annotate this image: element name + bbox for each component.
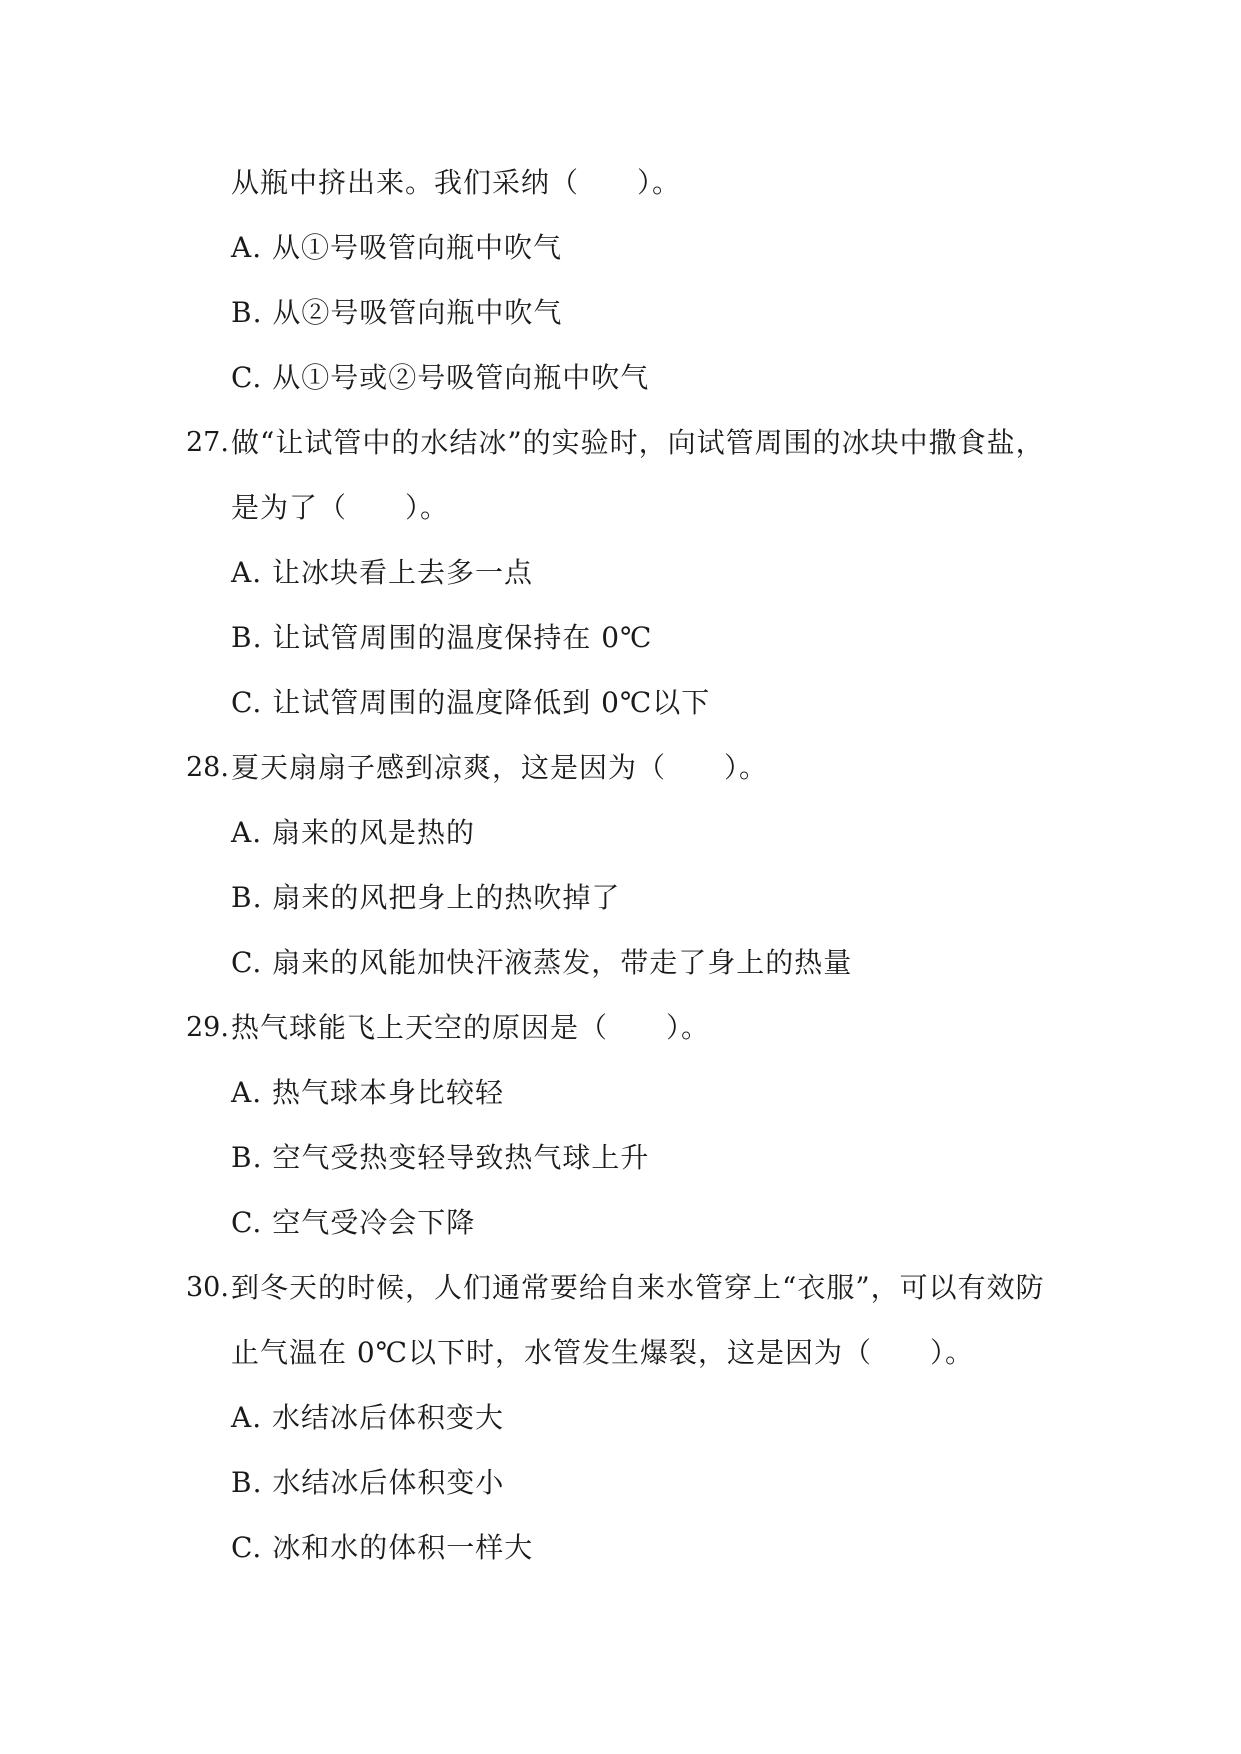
- q26-option-a: A. 从①号吸管向瓶中吹气: [231, 231, 563, 264]
- q26-stem-continuation: 从瓶中挤出来。我们采纳（ ）。: [231, 166, 682, 199]
- q28-number: 28.: [186, 752, 229, 783]
- q26-option-c: C. 从①号或②号吸管向瓶中吹气: [231, 361, 650, 394]
- q30-option-b: B. 水结冰后体积变小: [231, 1466, 505, 1499]
- q27-stem-line1: 做“让试管中的水结冰”的实验时，向试管周围的冰块中撒食盐，: [231, 426, 1045, 459]
- q30-stem-line1: 到冬天的时候，人们通常要给自来水管穿上“衣服”，可以有效防: [231, 1271, 1045, 1304]
- q29-number: 29.: [186, 1012, 229, 1043]
- q27-stem-line2: 是为了（ ）。: [231, 491, 450, 524]
- q29-option-a: A. 热气球本身比较轻: [231, 1076, 505, 1109]
- q27-option-c: C. 让试管周围的温度降低到 0℃以下: [231, 686, 711, 719]
- q30-option-a: A. 水结冰后体积变大: [231, 1401, 505, 1434]
- q30-stem-line2: 止气温在 0℃以下时，水管发生爆裂，这是因为（ ）。: [231, 1336, 975, 1369]
- q28-option-c: C. 扇来的风能加快汗液蒸发，带走了身上的热量: [231, 946, 853, 979]
- q29-option-b: B. 空气受热变轻导致热气球上升: [231, 1141, 650, 1174]
- q30-number: 30.: [186, 1272, 229, 1303]
- q27-number: 27.: [186, 427, 229, 458]
- q29-option-c: C. 空气受冷会下降: [231, 1206, 476, 1239]
- q28-option-b: B. 扇来的风把身上的热吹掉了: [231, 881, 621, 914]
- q27-option-a: A. 让冰块看上去多一点: [231, 556, 534, 589]
- q29-stem-line1: 热气球能飞上天空的原因是（ ）。: [231, 1011, 711, 1044]
- q28-stem-line1: 夏天扇扇子感到凉爽，这是因为（ ）。: [231, 751, 769, 784]
- q27-option-b: B. 让试管周围的温度保持在 0℃: [231, 621, 653, 654]
- q30-option-c: C. 冰和水的体积一样大: [231, 1531, 534, 1564]
- q28-option-a: A. 扇来的风是热的: [231, 816, 476, 849]
- q26-option-b: B. 从②号吸管向瓶中吹气: [231, 296, 563, 329]
